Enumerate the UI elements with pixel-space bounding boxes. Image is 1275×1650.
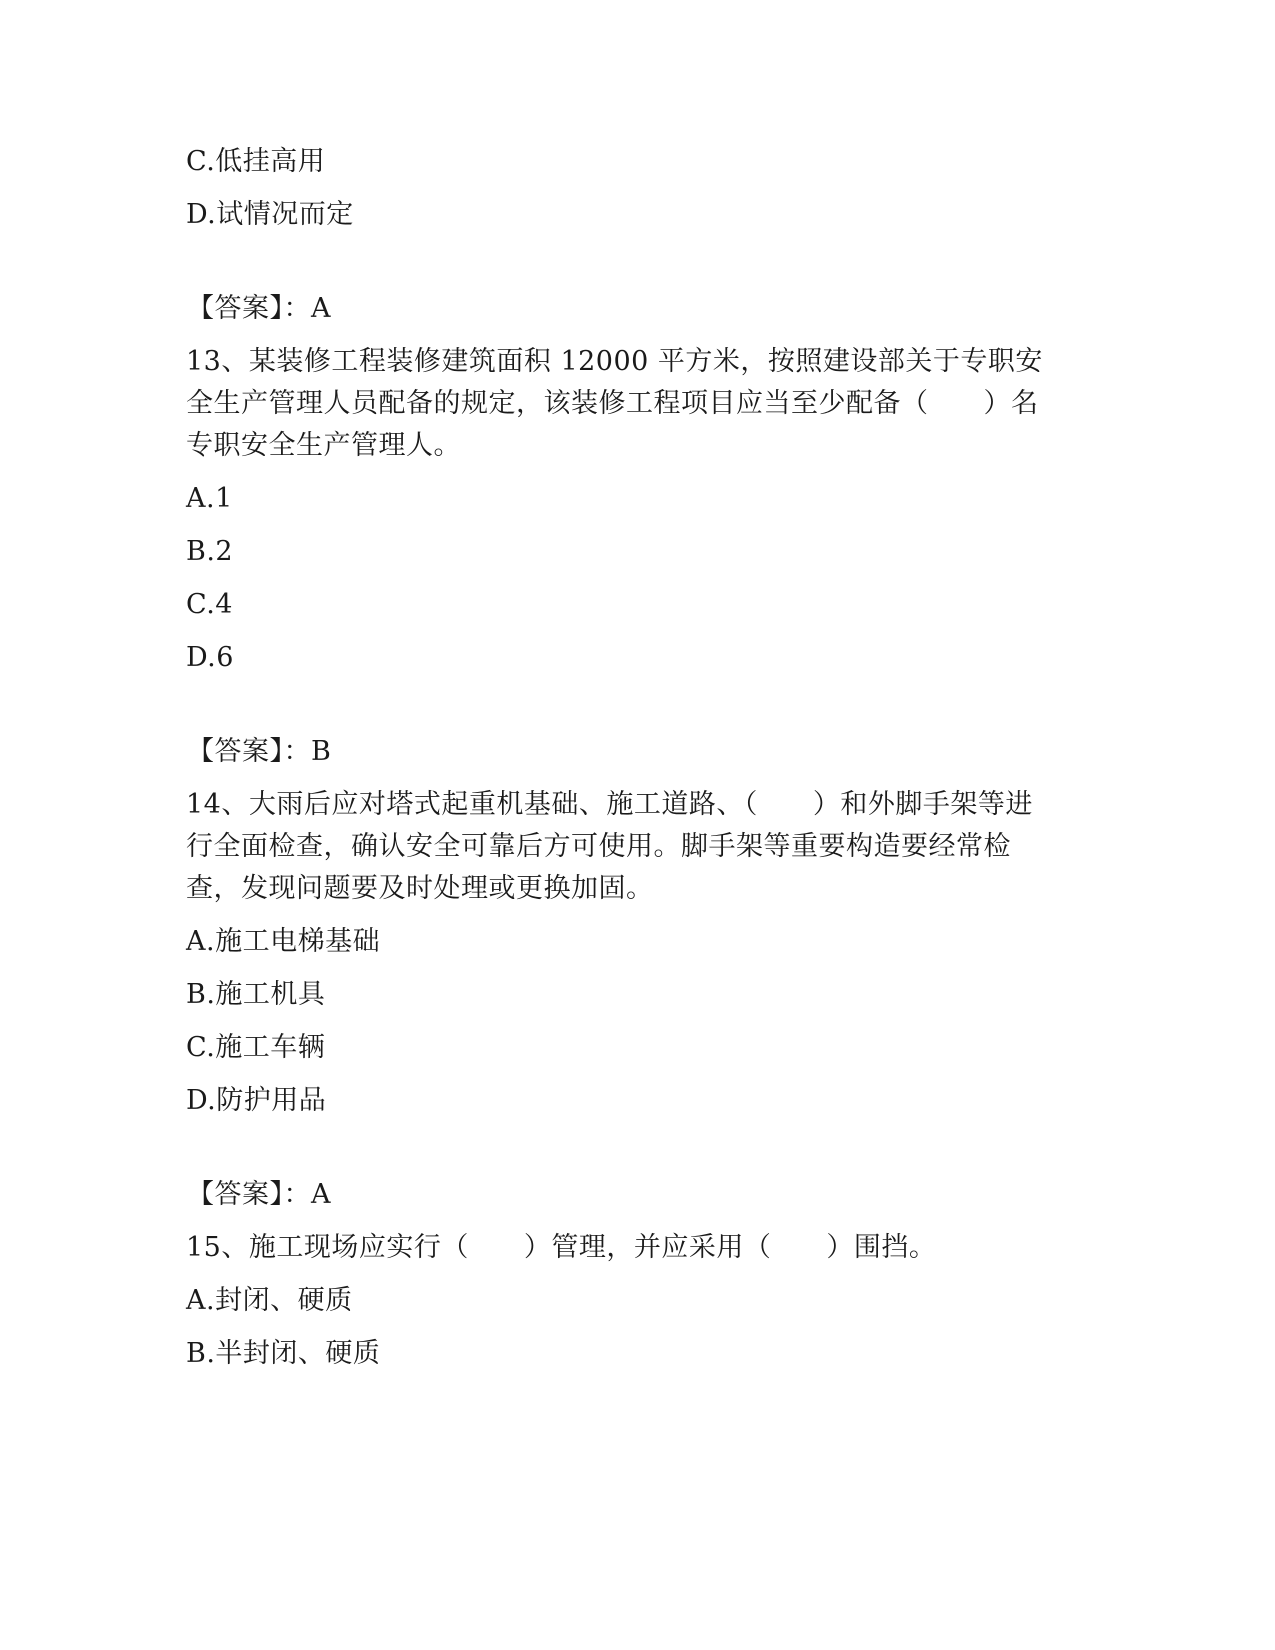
option-d: D.防护用品 <box>186 1085 327 1116</box>
option-b: B.施工机具 <box>186 979 326 1010</box>
option-b: B.半封闭、硬质 <box>186 1338 381 1369</box>
question-13-stem-line-2: 全生产管理人员配备的规定，该装修工程项目应当至少配备（ ）名 <box>186 388 1039 419</box>
option-b: B.2 <box>186 536 234 567</box>
answer-label: 【答案】：B <box>187 736 332 767</box>
question-15-stem: 15、施工现场应实行（ ）管理，并应采用（ ）围挡。 <box>186 1232 937 1263</box>
option-d: D.试情况而定 <box>186 199 354 230</box>
question-14-stem-line-2: 行全面检查，确认安全可靠后方可使用。脚手架等重要构造要经常检 <box>186 831 1011 862</box>
option-a: A.封闭、硬质 <box>186 1285 353 1316</box>
option-a: A.施工电梯基础 <box>186 926 381 957</box>
option-c: C.低挂高用 <box>186 146 326 177</box>
answer-label: 【答案】：A <box>187 1179 331 1210</box>
answer-label: 【答案】：A <box>187 293 331 324</box>
option-d: D.6 <box>186 642 234 673</box>
option-c: C.施工车辆 <box>186 1032 326 1063</box>
question-14-stem-line-1: 14、大雨后应对塔式起重机基础、施工道路、（ ）和外脚手架等进 <box>186 789 1033 820</box>
question-14-stem-line-3: 查，发现问题要及时处理或更换加固。 <box>186 873 654 904</box>
question-13-stem-line-3: 专职安全生产管理人。 <box>186 430 461 461</box>
question-13-stem-line-1: 13、某装修工程装修建筑面积 12000 平方米，按照建设部关于专职安 <box>186 346 1043 377</box>
option-a: A.1 <box>186 483 233 514</box>
option-c: C.4 <box>186 589 233 620</box>
